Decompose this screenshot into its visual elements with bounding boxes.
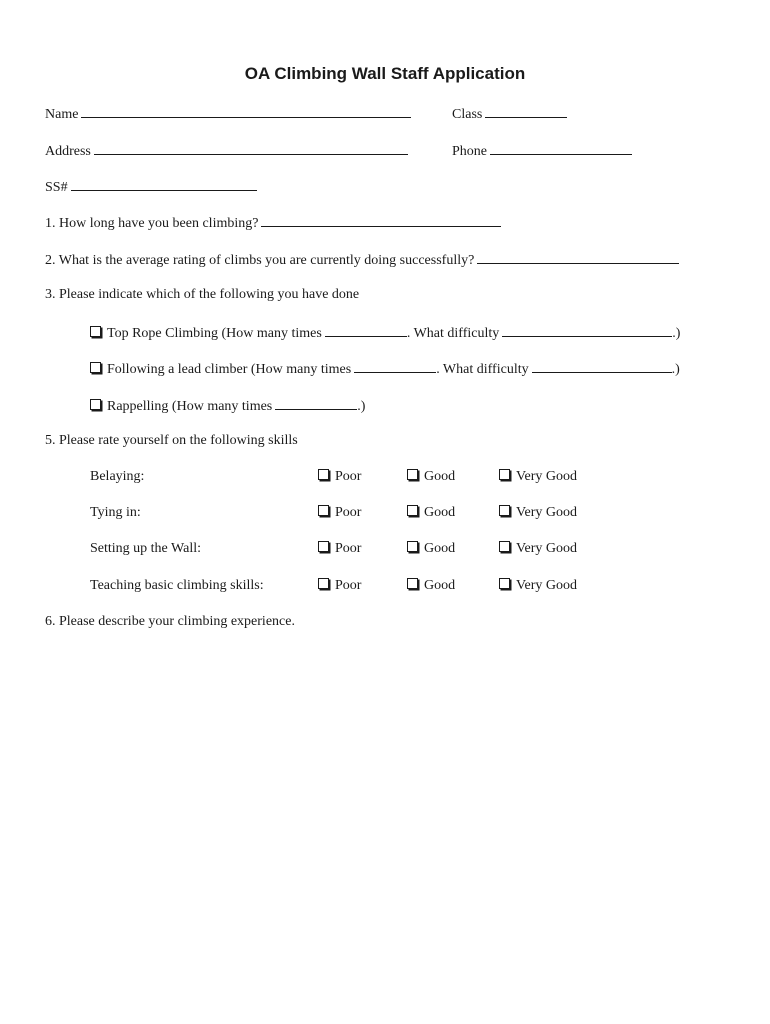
question-2-text: 2. What is the average rating of climbs you are currently doing successfully? <box>45 253 475 268</box>
rating-option[interactable] <box>407 577 455 595</box>
phone-field[interactable] <box>490 141 632 155</box>
checkbox-icon[interactable] <box>499 469 510 480</box>
checkbox-icon[interactable] <box>90 326 101 337</box>
form-title: OA Climbing Wall Staff Application <box>244 64 526 83</box>
question-6 <box>45 613 295 631</box>
checkbox-icon[interactable] <box>407 578 418 589</box>
rating-option[interactable] <box>318 504 361 522</box>
rating-option[interactable] <box>499 540 577 558</box>
times-field[interactable] <box>275 396 357 410</box>
skill-label: Belaying: <box>90 469 145 484</box>
rating-option[interactable] <box>318 468 361 486</box>
difficulty-field[interactable] <box>532 359 672 373</box>
address-label: Address <box>45 144 91 159</box>
phone-label: Phone <box>452 144 487 159</box>
activity-rappelling <box>90 396 365 416</box>
rating-option[interactable] <box>318 540 361 558</box>
rating-label: Very Good <box>516 541 578 556</box>
activity-mid: . What difficulty <box>406 326 500 341</box>
checkbox-icon[interactable] <box>499 578 510 589</box>
activity-label: Top Rope Climbing (How many times <box>107 326 322 341</box>
question-5 <box>45 432 298 450</box>
checkbox-icon[interactable] <box>318 541 329 552</box>
class-label: Class <box>452 107 483 122</box>
question-1-text: 1. How long have you been climbing? <box>45 216 259 231</box>
rating-label: Good <box>424 505 456 520</box>
checkbox-icon[interactable] <box>499 541 510 552</box>
name-field[interactable] <box>81 104 411 118</box>
activity-end: .) <box>671 362 680 377</box>
rating-label: Poor <box>335 541 362 556</box>
activity-label: Rappelling (How many times <box>107 399 273 414</box>
phone-row <box>452 141 632 161</box>
skill-label: Setting up the Wall: <box>90 541 201 556</box>
skill-label: Tying in: <box>90 505 141 520</box>
checkbox-icon[interactable] <box>318 505 329 516</box>
checkbox-icon[interactable] <box>499 505 510 516</box>
question-2 <box>45 250 679 270</box>
climbing-duration-field[interactable] <box>261 213 501 227</box>
activity-lead-follow <box>90 359 680 379</box>
name-label: Name <box>45 107 79 122</box>
rating-option[interactable] <box>499 468 577 486</box>
rating-option[interactable] <box>499 504 577 522</box>
rating-option[interactable] <box>499 577 577 595</box>
rating-option[interactable] <box>407 504 455 522</box>
ss-field[interactable] <box>71 177 257 191</box>
times-field[interactable] <box>354 359 436 373</box>
rating-label: Very Good <box>516 469 578 484</box>
rating-label: Good <box>424 469 456 484</box>
question-5-text: 5. Please rate yourself on the following skills <box>45 433 298 448</box>
activity-label: Following a lead climber (How many times <box>107 362 352 377</box>
address-row <box>45 141 408 161</box>
rating-label: Good <box>424 578 456 593</box>
rating-label: Very Good <box>516 578 578 593</box>
rating-label: Very Good <box>516 505 578 520</box>
checkbox-icon[interactable] <box>90 399 101 410</box>
rating-label: Good <box>424 541 456 556</box>
activity-top-rope <box>90 323 680 343</box>
checkbox-icon[interactable] <box>407 469 418 480</box>
class-field[interactable] <box>485 104 567 118</box>
checkbox-icon[interactable] <box>318 578 329 589</box>
times-field[interactable] <box>325 323 407 337</box>
class-row <box>452 104 567 124</box>
activity-end: .) <box>672 326 681 341</box>
activity-mid: . What difficulty <box>436 362 529 377</box>
rating-label: Poor <box>335 578 362 593</box>
rating-option[interactable] <box>407 540 455 558</box>
difficulty-field[interactable] <box>502 323 672 337</box>
activity-end: .) <box>357 399 366 414</box>
address-field[interactable] <box>94 141 408 155</box>
question-3 <box>45 286 359 304</box>
checkbox-icon[interactable] <box>90 362 101 373</box>
question-3-text: 3. Please indicate which of the following you have done <box>45 287 360 302</box>
rating-option[interactable] <box>407 468 455 486</box>
question-1 <box>45 213 501 233</box>
checkbox-icon[interactable] <box>407 541 418 552</box>
question-6-text: 6. Please describe your climbing experience. <box>45 614 295 629</box>
climb-rating-field[interactable] <box>477 250 679 264</box>
ss-label: SS# <box>45 180 68 195</box>
checkbox-icon[interactable] <box>407 505 418 516</box>
name-row <box>45 104 411 124</box>
ss-row <box>45 177 257 197</box>
skill-label: Teaching basic climbing skills: <box>90 578 264 593</box>
checkbox-icon[interactable] <box>318 469 329 480</box>
rating-label: Poor <box>335 469 362 484</box>
rating-option[interactable] <box>318 577 361 595</box>
rating-label: Poor <box>335 505 362 520</box>
